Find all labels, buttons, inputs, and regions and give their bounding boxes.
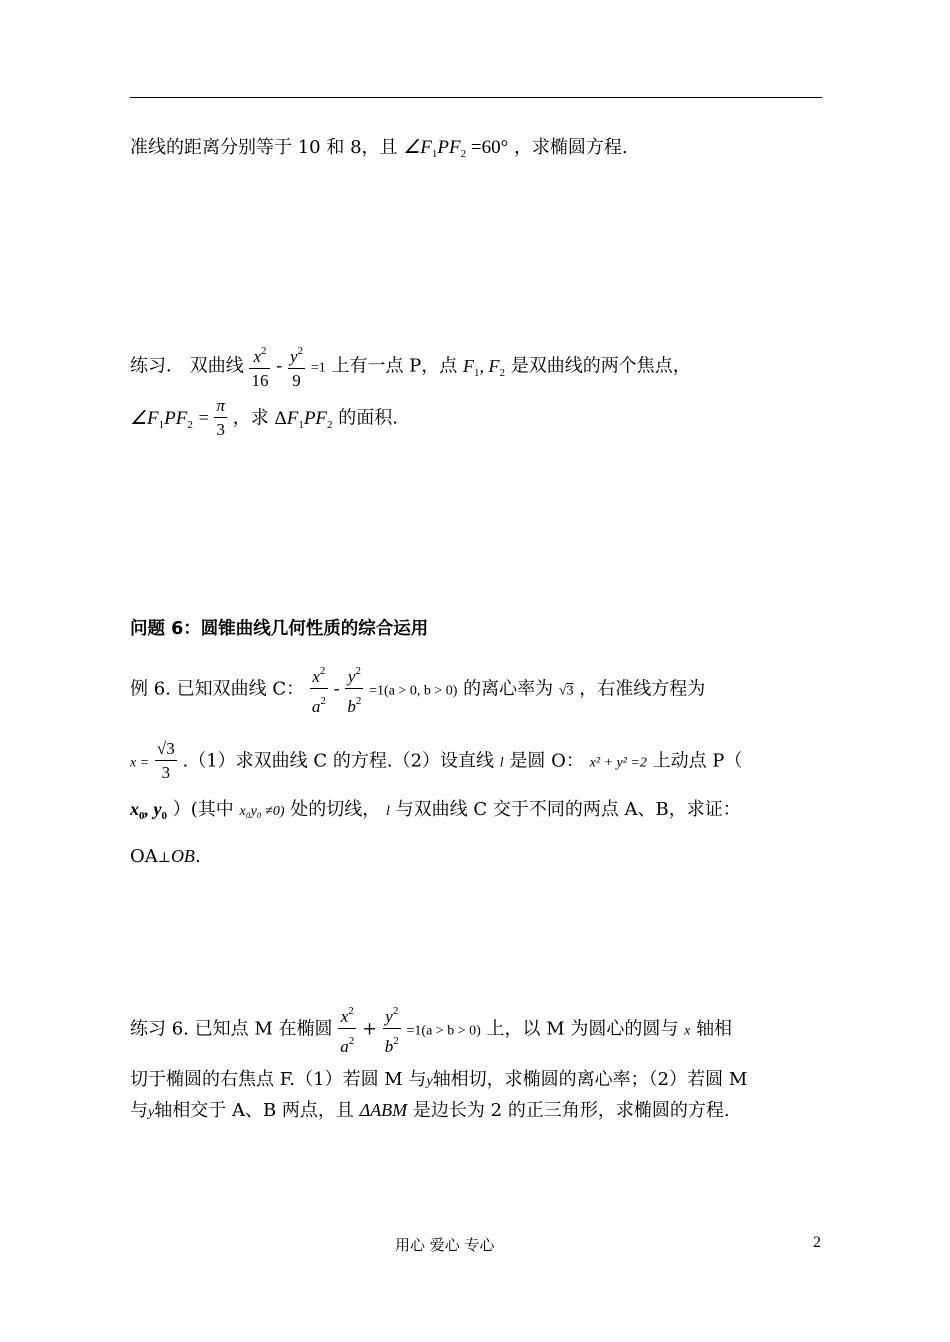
text-segment: ，求: [232, 407, 269, 429]
text-segment: 轴相交于 A、B 两点，且: [154, 1100, 354, 1121]
condition: =1(a > 0, b > 0): [369, 683, 458, 699]
text-segment: 与: [130, 1100, 148, 1121]
perp-symbol: ⊥: [157, 850, 171, 866]
text-segment: ）(其中: [172, 799, 234, 820]
practice-label: 练习． 双曲线: [130, 355, 244, 377]
text-segment: 轴相: [696, 1018, 733, 1040]
page-number: 2: [813, 1234, 821, 1251]
fraction-x2-a2: $\frac{x^2}{a^2}$: [310, 660, 328, 719]
foci-formula: $F_1$, $F_2$: [463, 355, 506, 379]
practice-label: 练习 6. 已知点 M 在椭圆: [130, 1018, 333, 1040]
text-segment: 轴相切，求椭圆的离心率；（2）若圆 M: [432, 1069, 748, 1090]
equals-sign: =: [198, 407, 209, 428]
text-segment: 上有一点 P，点: [331, 355, 458, 377]
practice-6-line-1: 练习 6. 已知点 M 在椭圆 $\frac{x^2}{a^2}$ + $\frac{y^2}{b^2}$ =1(a > b > 0) 上，以 M 为圆心的圆与 x 轴相: [130, 1000, 732, 1059]
text-segment: .: [194, 846, 201, 867]
triangle-abm: ΔABM: [359, 1100, 408, 1120]
problem-text-line-1: [130, 135, 628, 167]
example-6-line-2: [130, 738, 742, 785]
text-segment: ，右准线方程为: [579, 678, 706, 700]
example-6-line-4: [130, 843, 201, 871]
section-heading: 问题 6：圆锥曲线几何性质的综合运用: [130, 619, 429, 639]
text-segment: 上动点 P（: [652, 750, 743, 772]
line-l: l: [499, 755, 504, 771]
equals-one: =1: [310, 360, 326, 376]
text-segment: OA: [130, 846, 158, 867]
condition-x0y0: x₀y₀ ≠0): [239, 804, 285, 819]
angle-formula: $\angle F_1PF_2 =60^\circ$: [403, 137, 509, 160]
line-l: l: [385, 804, 390, 819]
fraction-x2-a2: $\frac{x^2}{a^2}$: [338, 1000, 356, 1059]
minus-sign: -: [276, 355, 283, 377]
text-segment: 是圆 O：: [509, 750, 584, 772]
fraction-pi-3: $\frac{\pi}{3}$: [216, 396, 226, 439]
triangle-formula: $\Delta F_1PF_2$: [274, 407, 333, 431]
practice-hyperbola-line-2: [130, 395, 398, 442]
text-segment: 与双曲线 C 交于不同的两点 A、B，求证：: [395, 799, 741, 820]
y-axis-symbol: y: [148, 1105, 155, 1120]
example-6-line-3: [130, 796, 741, 829]
y-axis-symbol: y: [426, 1074, 433, 1089]
text-segment: 的面积.: [338, 407, 398, 429]
condition: =1(a > b > 0): [406, 1023, 481, 1039]
x-axis-symbol: x: [684, 1023, 691, 1039]
header-rule: [130, 97, 822, 98]
fraction-y2-b2: $\frac{y^2}{b^2}$: [345, 660, 363, 719]
text-segment: 上，以 M 为圆心的圆与: [486, 1018, 679, 1040]
text-segment: 处的切线，: [290, 799, 381, 820]
fraction-y2-b2: $\frac{y^2}{b^2}$: [383, 1000, 401, 1059]
example-label: 例 6. 已知双曲线 C：: [130, 678, 305, 700]
point-coordinates: $x_0$, $y_0$: [130, 799, 167, 822]
text-segment: 的离心率为: [463, 678, 554, 700]
circle-equation: x² + y² =2: [589, 755, 647, 771]
fraction-x2-16: $\frac{x^2}{16}$: [249, 340, 270, 393]
sqrt3: √3: [558, 683, 574, 699]
text-segment: 是边长为 2 的正三角形，求椭圆的方程.: [412, 1100, 730, 1121]
text-segment: 是双曲线的两个焦点，: [510, 355, 691, 377]
practice-6-line-3: [130, 1097, 730, 1126]
fraction-sqrt3-3: $\frac{√3}{3}$: [156, 739, 175, 782]
text-segment: 准线的距离分别等于 10 和 8，且: [130, 137, 398, 158]
page-footer: 用心 爱心 专心: [395, 1236, 495, 1254]
practice-hyperbola-line-1: [130, 340, 691, 393]
fraction-y2-9: $\frac{y^2}{9}$: [288, 340, 305, 393]
text-segment: ，求椭圆方程.: [513, 137, 628, 158]
text-segment: .（1）求双曲线 C 的方程.（2）设直线: [182, 750, 495, 772]
angle-formula: $\angle F_1PF_2$: [130, 407, 193, 431]
text-segment: 切于椭圆的右焦点 F.（1）若圆 M 与: [130, 1069, 427, 1090]
directrix-x: x =: [130, 755, 150, 771]
practice-6-line-2: [130, 1067, 747, 1095]
example-6-line-1: 例 6. 已知双曲线 C： $\frac{x^2}{a^2}$ - $\frac{y^2}{b^2}$ =1(a > 0, b > 0) 的离心率为 √3 ，右准线方程为: [130, 660, 705, 719]
ob-vector: OB: [170, 846, 195, 866]
